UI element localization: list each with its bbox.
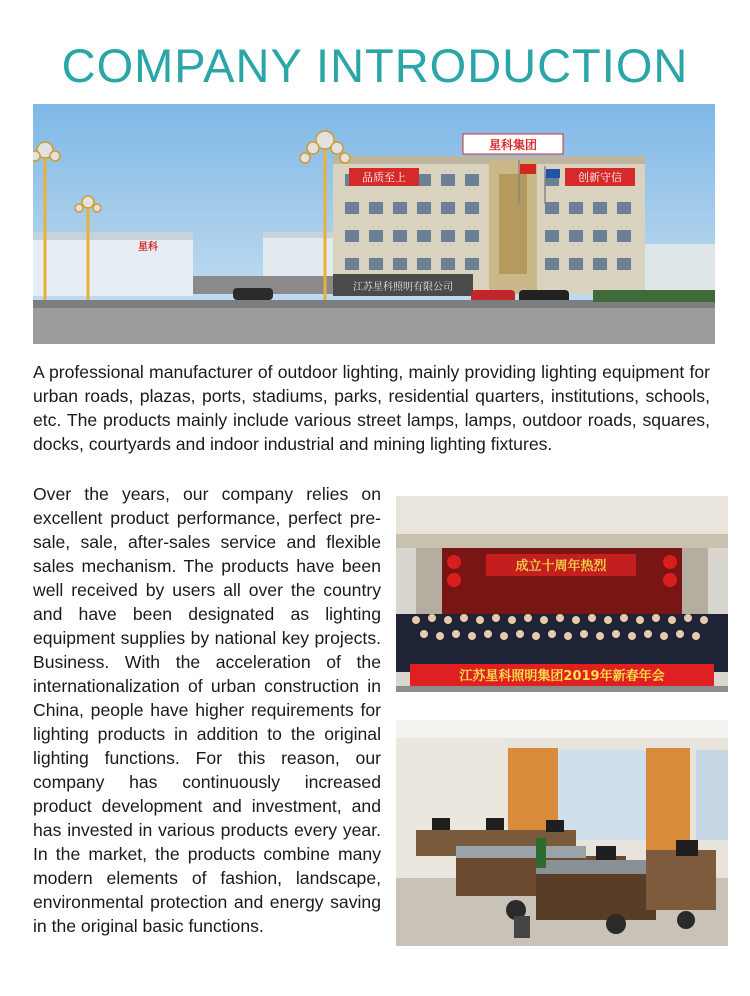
right-banner-text: 创新守信 [578, 171, 622, 184]
annual-meeting-group-photo [396, 496, 728, 692]
factory-building-photo [33, 104, 715, 344]
roof-sign-text: 星科集团 [488, 138, 538, 152]
side-sign-text: 星科 [138, 242, 158, 253]
page-title: COMPANY INTRODUCTION [61, 39, 689, 92]
left-banner-text: 品质至上 [362, 171, 406, 184]
top-banner-text: 成立十周年热烈 [515, 559, 607, 574]
bottom-banner-text: 江苏星科照明集团2019年新春年会 [459, 669, 665, 684]
gate-sign-text: 江苏星科照明有限公司 [353, 282, 453, 293]
office-interior-photo [396, 720, 728, 946]
body-paragraph: Over the years, our company relies on excellent product performance, perfect pre-sale, sale, after-sales service and flexible sales mechanism. The products have been well received by users all over the country and have been designated as lighting equipment supplies by national key projects. Business. With the acceleration of the internationalization of urban construction in China, people have higher requirements for lighting products in addition to the original lighting functions. For this reason, our company has continuously increased product development and investment, and has invested in various products every year. In the market, the products combine many modern elements of fashion, landscape, environmental protection and energy saving in the original basic functions. [33, 484, 381, 936]
intro-paragraph: A professional manufacturer of outdoor lighting, mainly providing lighting equipment for urban roads, plazas, ports, stadiums, parks, residential quarters, institutions, schools, etc. The products mainly include various street lamps, lamps, outdoor roads, squares, docks, courtyards and indoor industrial and mining lighting fixtures. [33, 362, 710, 454]
